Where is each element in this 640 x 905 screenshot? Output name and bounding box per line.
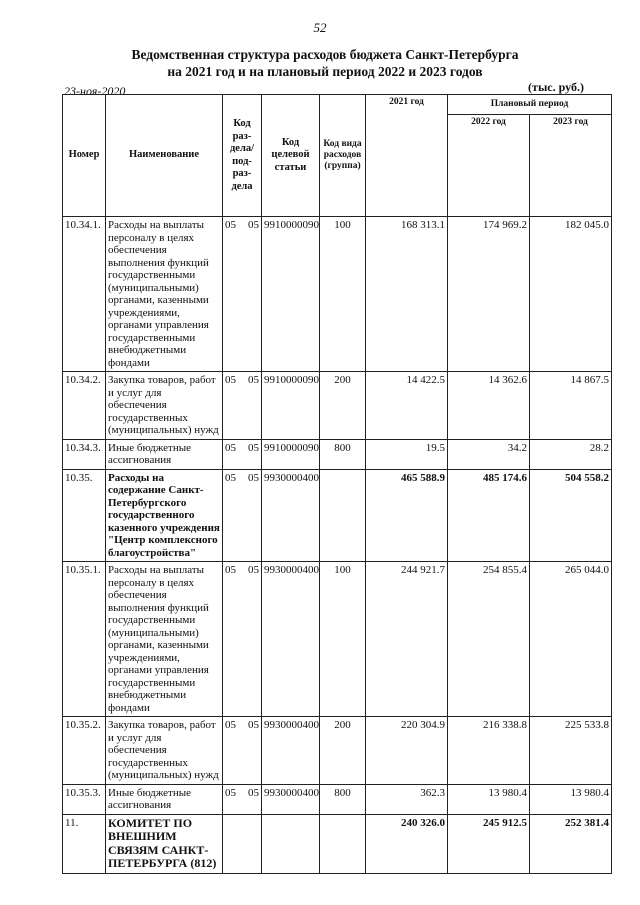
- row-value-2023: 504 558.2: [530, 469, 612, 562]
- row-number: 11.: [63, 814, 106, 873]
- row-value-2021: 220 304.9: [366, 717, 448, 785]
- row-target: 9930000400: [262, 469, 320, 562]
- title-line-2: на 2021 год и на плановый период 2022 и 2023 годов: [167, 64, 483, 79]
- row-value-2021: 168 313.1: [366, 217, 448, 372]
- row-razdel: [223, 372, 262, 440]
- row-vid: [320, 469, 366, 562]
- header-name: Наименование: [106, 95, 223, 217]
- row-target: 9910000090: [262, 439, 320, 469]
- table-row: [63, 717, 612, 785]
- row-value-2022: 13 980.4: [448, 784, 530, 814]
- row-target: 9930000400: [262, 562, 320, 717]
- page-number: 52: [313, 20, 327, 35]
- row-number: 10.34.2.: [63, 372, 106, 440]
- row-razdel-code: 05: [225, 471, 236, 484]
- row-value-2021: 362.3: [366, 784, 448, 814]
- row-value-2021: 14 422.5: [366, 372, 448, 440]
- header-2021: 2021 год: [366, 95, 448, 217]
- row-target: 9910000090: [262, 217, 320, 372]
- table-row: [63, 217, 612, 372]
- table-row: [63, 372, 612, 440]
- row-value-2023: 252 381.4: [530, 814, 612, 873]
- row-value-2021: 244 921.7: [366, 562, 448, 717]
- row-target: 9930000400: [262, 784, 320, 814]
- row-razdel-code: 05: [225, 564, 236, 576]
- row-number: 10.34.1.: [63, 217, 106, 372]
- row-number: 10.35.: [63, 469, 106, 562]
- row-value-2022: 254 855.4: [448, 562, 530, 717]
- row-podrazdel-code: 05: [248, 374, 259, 386]
- row-podrazdel-code: 05: [248, 564, 259, 576]
- row-value-2022: 245 912.5: [448, 814, 530, 873]
- table-row: [63, 439, 612, 469]
- header-2023: 2023 год: [530, 115, 612, 217]
- row-name: Расходы на выплаты персоналу в целях обеспечения выполнения функций государственными (муниципальными) органами, казенными учреждениями, органами управления государственными внебюджетными фондами: [106, 217, 223, 372]
- row-target: 9910000090: [262, 372, 320, 440]
- row-razdel: [223, 784, 262, 814]
- unit-label: (тыс. руб.): [528, 80, 584, 94]
- row-value-2022: 34.2: [448, 439, 530, 469]
- header-vid: Код вида расходов (группа): [320, 95, 366, 217]
- row-podrazdel-code: 05: [248, 441, 259, 454]
- row-razdel-code: 05: [225, 219, 236, 231]
- row-razdel-code: 05: [225, 719, 236, 731]
- row-razdel-code: 05: [225, 786, 236, 799]
- row-razdel: [223, 717, 262, 785]
- table-row: [63, 469, 612, 562]
- row-vid: 800: [320, 784, 366, 814]
- table-row: [63, 784, 612, 814]
- row-podrazdel-code: 05: [248, 786, 259, 799]
- document-title: [80, 46, 570, 80]
- row-value-2022: 14 362.6: [448, 372, 530, 440]
- row-podrazdel-code: 05: [248, 219, 259, 231]
- row-name: Закупка товаров, работ и услуг для обеспечения государственных (муниципальных) нужд: [106, 717, 223, 785]
- row-vid: [320, 814, 366, 873]
- row-name: КОМИТЕТ ПО ВНЕШНИМ СВЯЗЯМ САНКТ-ПЕТЕРБУРГА (812): [106, 814, 223, 873]
- row-razdel-code: 05: [225, 374, 236, 386]
- row-vid: 100: [320, 217, 366, 372]
- header-planned: Плановый период: [448, 95, 612, 115]
- table-row: [63, 562, 612, 717]
- row-value-2023: 182 045.0: [530, 217, 612, 372]
- row-value-2022: 174 969.2: [448, 217, 530, 372]
- table-row: [63, 814, 612, 873]
- row-razdel-code: 05: [225, 441, 236, 454]
- row-value-2023: 13 980.4: [530, 784, 612, 814]
- header-number: Номер: [63, 95, 106, 217]
- row-vid: 800: [320, 439, 366, 469]
- row-number: 10.35.1.: [63, 562, 106, 717]
- row-name: Расходы на выплаты персоналу в целях обеспечения выполнения функций государственными (муниципальными) органами, казенными учреждениями, органами управления государственными внебюджетными фондами: [106, 562, 223, 717]
- row-number: 10.35.3.: [63, 784, 106, 814]
- row-value-2021: 240 326.0: [366, 814, 448, 873]
- header-2022: 2022 год: [448, 115, 530, 217]
- row-value-2023: 14 867.5: [530, 372, 612, 440]
- row-podrazdel-code: 05: [248, 471, 259, 484]
- header-target: Код целевой статьи: [262, 95, 320, 217]
- row-target: 9930000400: [262, 717, 320, 785]
- header-razdel: Код раз-дела/ под-раз-дела: [223, 95, 262, 217]
- row-vid: 200: [320, 717, 366, 785]
- budget-table: [62, 94, 612, 874]
- row-vid: 200: [320, 372, 366, 440]
- document-date: 23-ноя-2020: [64, 84, 126, 98]
- row-value-2023: 265 044.0: [530, 562, 612, 717]
- row-razdel: [223, 439, 262, 469]
- row-value-2022: 216 338.8: [448, 717, 530, 785]
- row-name: Иные бюджетные ассигнования: [106, 439, 223, 469]
- row-target: [262, 814, 320, 873]
- row-value-2021: 19.5: [366, 439, 448, 469]
- row-value-2023: 28.2: [530, 439, 612, 469]
- row-value-2022: 485 174.6: [448, 469, 530, 562]
- row-name: Закупка товаров, работ и услуг для обеспечения государственных (муниципальных) нужд: [106, 372, 223, 440]
- row-number: 10.35.2.: [63, 717, 106, 785]
- row-podrazdel-code: 05: [248, 719, 259, 731]
- row-vid: 100: [320, 562, 366, 717]
- row-razdel: [223, 469, 262, 562]
- row-name: Иные бюджетные ассигнования: [106, 784, 223, 814]
- row-value-2023: 225 533.8: [530, 717, 612, 785]
- row-razdel: [223, 217, 262, 372]
- row-value-2021: 465 588.9: [366, 469, 448, 562]
- row-razdel: [223, 814, 262, 873]
- title-line-1: Ведомственная структура расходов бюджета Санкт-Петербурга: [131, 47, 519, 62]
- row-name: Расходы на содержание Санкт-Петербургского государственного казенного учреждения "Центр комплексного благоустройства": [106, 469, 223, 562]
- row-number: 10.34.3.: [63, 439, 106, 469]
- row-razdel: [223, 562, 262, 717]
